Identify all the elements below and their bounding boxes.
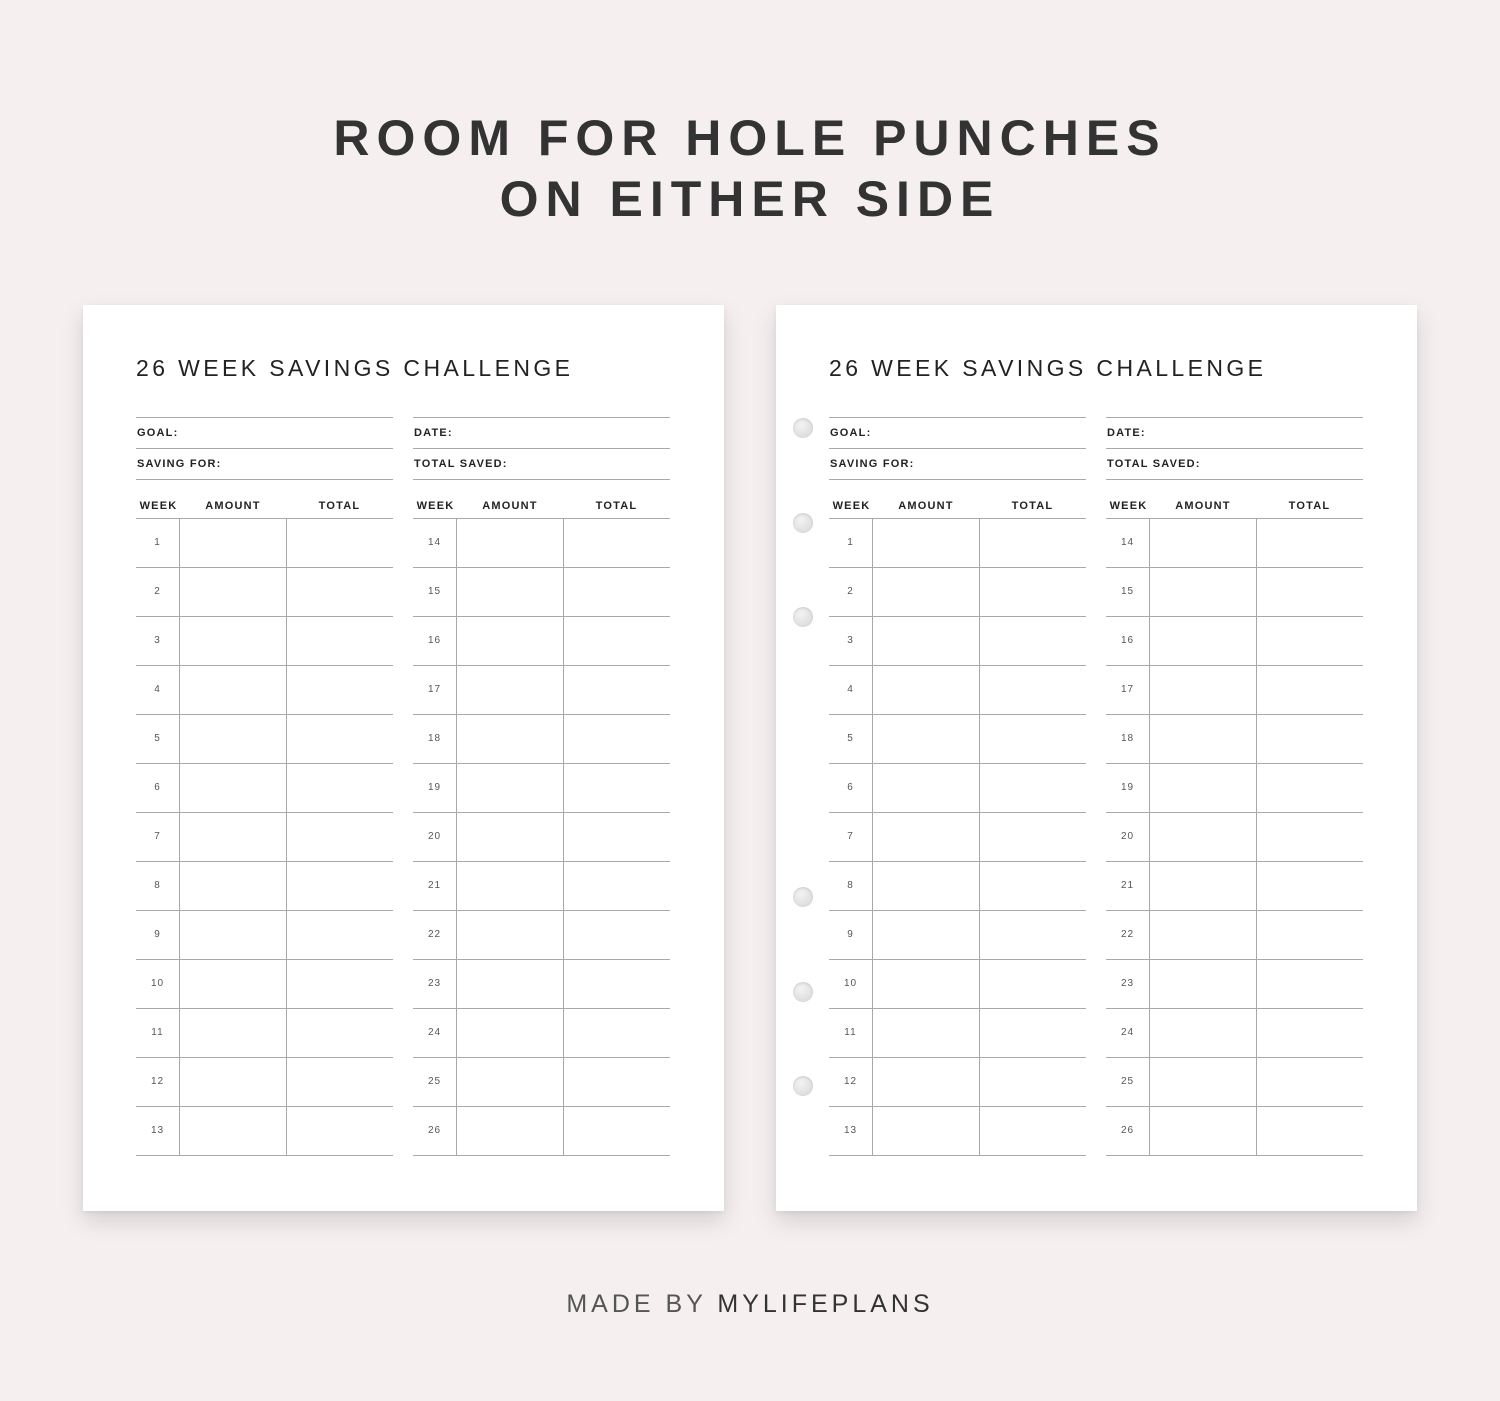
week-row bbox=[1106, 960, 1363, 1009]
total-cell[interactable] bbox=[564, 715, 670, 763]
amount-cell[interactable] bbox=[457, 911, 564, 959]
amount-cell[interactable] bbox=[873, 911, 980, 959]
week-number: 11 bbox=[829, 1009, 873, 1057]
week-number: 22 bbox=[1106, 911, 1150, 959]
savings-log-right bbox=[1106, 495, 1363, 1156]
amount-cell[interactable] bbox=[1150, 1107, 1257, 1155]
total-cell[interactable] bbox=[287, 568, 393, 616]
week-row bbox=[1106, 519, 1363, 568]
total-cell[interactable] bbox=[1257, 862, 1363, 910]
total-cell[interactable] bbox=[287, 862, 393, 910]
headline-line-2: ON EITHER SIDE bbox=[499, 171, 1001, 227]
week-row bbox=[829, 1009, 1086, 1058]
amount-cell[interactable] bbox=[180, 911, 287, 959]
amount-cell[interactable] bbox=[1150, 666, 1257, 714]
info-block-left bbox=[136, 417, 393, 479]
page-title: 26 WEEK SAVINGS CHALLENGE bbox=[136, 355, 574, 381]
total-saved-line: TOTAL SAVED: bbox=[1106, 449, 1363, 480]
week-number: 15 bbox=[413, 568, 457, 616]
week-number: 4 bbox=[829, 666, 873, 714]
savings-log-left bbox=[136, 495, 393, 1156]
week-number: 15 bbox=[1106, 568, 1150, 616]
footer-credit bbox=[0, 1290, 1500, 1319]
amount-cell[interactable] bbox=[457, 568, 564, 616]
week-number: 14 bbox=[413, 519, 457, 567]
planner-page-right bbox=[776, 305, 1417, 1211]
info-block-left bbox=[829, 417, 1086, 479]
col-total-header: TOTAL bbox=[318, 500, 361, 512]
amount-cell[interactable] bbox=[1150, 813, 1257, 861]
amount-cell[interactable] bbox=[457, 617, 564, 665]
total-cell[interactable] bbox=[1257, 764, 1363, 812]
total-cell[interactable] bbox=[980, 911, 1086, 959]
week-number: 21 bbox=[413, 862, 457, 910]
week-number: 3 bbox=[829, 617, 873, 665]
week-row bbox=[1106, 568, 1363, 617]
week-row bbox=[1106, 1107, 1363, 1156]
total-cell[interactable] bbox=[980, 617, 1086, 665]
week-number: 9 bbox=[829, 911, 873, 959]
amount-cell[interactable] bbox=[180, 1009, 287, 1057]
week-row bbox=[1106, 862, 1363, 911]
amount-cell[interactable] bbox=[457, 1009, 564, 1057]
info-block-right bbox=[1106, 417, 1363, 479]
total-cell[interactable] bbox=[980, 862, 1086, 910]
week-number: 22 bbox=[413, 911, 457, 959]
week-row bbox=[136, 568, 393, 617]
total-cell[interactable] bbox=[564, 1009, 670, 1057]
week-row bbox=[136, 960, 393, 1009]
amount-cell[interactable] bbox=[180, 813, 287, 861]
amount-cell[interactable] bbox=[180, 862, 287, 910]
week-number: 11 bbox=[136, 1009, 180, 1057]
total-cell[interactable] bbox=[287, 911, 393, 959]
total-cell[interactable] bbox=[287, 813, 393, 861]
total-cell[interactable] bbox=[287, 960, 393, 1008]
col-week-header: WEEK bbox=[1109, 500, 1148, 512]
col-amount-header: AMOUNT bbox=[205, 500, 261, 512]
total-cell[interactable] bbox=[287, 519, 393, 567]
week-row bbox=[829, 617, 1086, 666]
week-number: 7 bbox=[136, 813, 180, 861]
total-cell[interactable] bbox=[1257, 1107, 1363, 1155]
total-cell[interactable] bbox=[287, 1058, 393, 1106]
planner-page-left bbox=[83, 305, 724, 1211]
total-cell[interactable] bbox=[1257, 568, 1363, 616]
total-cell[interactable] bbox=[1257, 715, 1363, 763]
week-number: 13 bbox=[136, 1107, 180, 1155]
week-row bbox=[829, 1058, 1086, 1107]
total-cell[interactable] bbox=[980, 1009, 1086, 1057]
week-number: 21 bbox=[1106, 862, 1150, 910]
amount-cell[interactable] bbox=[457, 960, 564, 1008]
col-amount-header: AMOUNT bbox=[898, 500, 954, 512]
week-row bbox=[1106, 764, 1363, 813]
headline bbox=[0, 108, 1500, 230]
week-row bbox=[413, 568, 670, 617]
total-cell[interactable] bbox=[564, 813, 670, 861]
col-total-header: TOTAL bbox=[1011, 500, 1054, 512]
amount-cell[interactable] bbox=[457, 862, 564, 910]
week-number: 17 bbox=[413, 666, 457, 714]
total-cell[interactable] bbox=[287, 764, 393, 812]
week-number: 12 bbox=[829, 1058, 873, 1106]
amount-cell[interactable] bbox=[873, 519, 980, 567]
amount-cell[interactable] bbox=[457, 519, 564, 567]
week-row bbox=[136, 666, 393, 715]
week-number: 16 bbox=[1106, 617, 1150, 665]
amount-cell[interactable] bbox=[180, 764, 287, 812]
week-number: 2 bbox=[136, 568, 180, 616]
total-cell[interactable] bbox=[564, 1058, 670, 1106]
amount-cell[interactable] bbox=[1150, 715, 1257, 763]
week-row bbox=[829, 666, 1086, 715]
amount-cell[interactable] bbox=[873, 764, 980, 812]
footer-brand: MYLIFEPLANS bbox=[717, 1290, 934, 1318]
week-row bbox=[829, 911, 1086, 960]
amount-cell[interactable] bbox=[1150, 617, 1257, 665]
week-row bbox=[136, 519, 393, 568]
amount-cell[interactable] bbox=[180, 617, 287, 665]
amount-cell[interactable] bbox=[457, 1107, 564, 1155]
week-number: 13 bbox=[829, 1107, 873, 1155]
week-number: 23 bbox=[1106, 960, 1150, 1008]
week-number: 18 bbox=[413, 715, 457, 763]
total-cell[interactable] bbox=[980, 1107, 1086, 1155]
week-number: 6 bbox=[829, 764, 873, 812]
week-row bbox=[136, 862, 393, 911]
amount-cell[interactable] bbox=[180, 568, 287, 616]
total-cell[interactable] bbox=[1257, 1009, 1363, 1057]
hole-punch bbox=[793, 1076, 813, 1096]
col-week-header: WEEK bbox=[139, 500, 178, 512]
total-cell[interactable] bbox=[1257, 813, 1363, 861]
col-week-header: WEEK bbox=[416, 500, 455, 512]
col-amount-header: AMOUNT bbox=[1175, 500, 1231, 512]
week-row bbox=[829, 1107, 1086, 1156]
log-header bbox=[829, 495, 1086, 519]
total-cell[interactable] bbox=[980, 666, 1086, 714]
week-number: 20 bbox=[413, 813, 457, 861]
amount-cell[interactable] bbox=[180, 1107, 287, 1155]
week-number: 14 bbox=[1106, 519, 1150, 567]
week-row bbox=[413, 862, 670, 911]
amount-cell[interactable] bbox=[180, 715, 287, 763]
week-row bbox=[1106, 715, 1363, 764]
amount-cell[interactable] bbox=[873, 960, 980, 1008]
total-cell[interactable] bbox=[287, 715, 393, 763]
log-header bbox=[1106, 495, 1363, 519]
amount-cell[interactable] bbox=[457, 813, 564, 861]
week-number: 26 bbox=[413, 1107, 457, 1155]
week-number: 26 bbox=[1106, 1107, 1150, 1155]
amount-cell[interactable] bbox=[457, 715, 564, 763]
amount-cell[interactable] bbox=[180, 1058, 287, 1106]
total-cell[interactable] bbox=[564, 568, 670, 616]
page-title: 26 WEEK SAVINGS CHALLENGE bbox=[829, 355, 1267, 381]
week-number: 10 bbox=[829, 960, 873, 1008]
amount-cell[interactable] bbox=[1150, 862, 1257, 910]
week-number: 2 bbox=[829, 568, 873, 616]
week-row bbox=[1106, 1058, 1363, 1107]
total-cell[interactable] bbox=[1257, 960, 1363, 1008]
total-cell[interactable] bbox=[980, 960, 1086, 1008]
week-row bbox=[136, 1058, 393, 1107]
amount-cell[interactable] bbox=[180, 960, 287, 1008]
date-line: DATE: bbox=[413, 418, 670, 449]
total-cell[interactable] bbox=[980, 1058, 1086, 1106]
week-row bbox=[1106, 813, 1363, 862]
amount-cell[interactable] bbox=[873, 1009, 980, 1057]
amount-cell[interactable] bbox=[873, 617, 980, 665]
amount-cell[interactable] bbox=[873, 1058, 980, 1106]
amount-cell[interactable] bbox=[180, 666, 287, 714]
week-row bbox=[136, 764, 393, 813]
week-number: 8 bbox=[136, 862, 180, 910]
week-row bbox=[829, 813, 1086, 862]
week-number: 7 bbox=[829, 813, 873, 861]
total-cell[interactable] bbox=[1257, 519, 1363, 567]
amount-cell[interactable] bbox=[873, 715, 980, 763]
amount-cell[interactable] bbox=[873, 666, 980, 714]
total-cell[interactable] bbox=[564, 911, 670, 959]
week-number: 25 bbox=[413, 1058, 457, 1106]
total-cell[interactable] bbox=[980, 764, 1086, 812]
total-cell[interactable] bbox=[980, 568, 1086, 616]
amount-cell[interactable] bbox=[457, 764, 564, 812]
week-number: 5 bbox=[829, 715, 873, 763]
week-row bbox=[413, 617, 670, 666]
total-cell[interactable] bbox=[287, 617, 393, 665]
week-row bbox=[413, 960, 670, 1009]
week-number: 1 bbox=[136, 519, 180, 567]
week-row bbox=[1106, 1009, 1363, 1058]
total-cell[interactable] bbox=[980, 715, 1086, 763]
week-number: 6 bbox=[136, 764, 180, 812]
total-cell[interactable] bbox=[287, 1009, 393, 1057]
week-row bbox=[413, 813, 670, 862]
week-row bbox=[413, 1009, 670, 1058]
total-cell[interactable] bbox=[1257, 1058, 1363, 1106]
hole-punch bbox=[793, 418, 813, 438]
total-cell[interactable] bbox=[980, 813, 1086, 861]
week-row bbox=[413, 764, 670, 813]
week-row bbox=[1106, 911, 1363, 960]
week-number: 19 bbox=[413, 764, 457, 812]
week-row bbox=[413, 911, 670, 960]
week-row bbox=[1106, 617, 1363, 666]
total-cell[interactable] bbox=[564, 519, 670, 567]
week-number: 25 bbox=[1106, 1058, 1150, 1106]
total-cell[interactable] bbox=[564, 1107, 670, 1155]
week-number: 17 bbox=[1106, 666, 1150, 714]
total-cell[interactable] bbox=[287, 666, 393, 714]
week-row bbox=[413, 715, 670, 764]
week-number: 1 bbox=[829, 519, 873, 567]
amount-cell[interactable] bbox=[1150, 1058, 1257, 1106]
saving-for-line: SAVING FOR: bbox=[136, 449, 393, 480]
amount-cell[interactable] bbox=[457, 666, 564, 714]
week-number: 12 bbox=[136, 1058, 180, 1106]
amount-cell[interactable] bbox=[457, 1058, 564, 1106]
col-total-header: TOTAL bbox=[1288, 500, 1331, 512]
amount-cell[interactable] bbox=[1150, 568, 1257, 616]
amount-cell[interactable] bbox=[1150, 519, 1257, 567]
total-cell[interactable] bbox=[1257, 911, 1363, 959]
saving-for-line: SAVING FOR: bbox=[829, 449, 1086, 480]
week-row bbox=[136, 1009, 393, 1058]
week-row bbox=[136, 715, 393, 764]
goal-line: GOAL: bbox=[136, 418, 393, 449]
total-cell[interactable] bbox=[564, 960, 670, 1008]
savings-log-right bbox=[413, 495, 670, 1156]
total-saved-line: TOTAL SAVED: bbox=[413, 449, 670, 480]
week-number: 20 bbox=[1106, 813, 1150, 861]
amount-cell[interactable] bbox=[873, 1107, 980, 1155]
amount-cell[interactable] bbox=[1150, 960, 1257, 1008]
col-amount-header: AMOUNT bbox=[482, 500, 538, 512]
week-row bbox=[136, 813, 393, 862]
date-line: DATE: bbox=[1106, 418, 1363, 449]
week-row bbox=[136, 617, 393, 666]
week-row bbox=[829, 960, 1086, 1009]
week-number: 19 bbox=[1106, 764, 1150, 812]
amount-cell[interactable] bbox=[873, 862, 980, 910]
total-cell[interactable] bbox=[564, 666, 670, 714]
footer-made-by: MADE BY bbox=[566, 1290, 707, 1318]
amount-cell[interactable] bbox=[1150, 911, 1257, 959]
col-total-header: TOTAL bbox=[595, 500, 638, 512]
goal-line: GOAL: bbox=[829, 418, 1086, 449]
amount-cell[interactable] bbox=[1150, 1009, 1257, 1057]
headline-line-1: ROOM FOR HOLE PUNCHES bbox=[333, 110, 1167, 166]
week-row bbox=[413, 666, 670, 715]
amount-cell[interactable] bbox=[873, 568, 980, 616]
total-cell[interactable] bbox=[564, 617, 670, 665]
total-cell[interactable] bbox=[287, 1107, 393, 1155]
week-number: 5 bbox=[136, 715, 180, 763]
week-row bbox=[829, 862, 1086, 911]
amount-cell[interactable] bbox=[1150, 764, 1257, 812]
total-cell[interactable] bbox=[980, 519, 1086, 567]
week-number: 18 bbox=[1106, 715, 1150, 763]
hole-punch bbox=[793, 982, 813, 1002]
week-row bbox=[136, 1107, 393, 1156]
week-number: 8 bbox=[829, 862, 873, 910]
total-cell[interactable] bbox=[564, 862, 670, 910]
week-number: 16 bbox=[413, 617, 457, 665]
hole-punch bbox=[793, 607, 813, 627]
week-number: 4 bbox=[136, 666, 180, 714]
week-row bbox=[829, 519, 1086, 568]
total-cell[interactable] bbox=[1257, 617, 1363, 665]
amount-cell[interactable] bbox=[180, 519, 287, 567]
total-cell[interactable] bbox=[1257, 666, 1363, 714]
col-week-header: WEEK bbox=[832, 500, 871, 512]
info-block-right bbox=[413, 417, 670, 479]
week-number: 3 bbox=[136, 617, 180, 665]
week-row bbox=[413, 519, 670, 568]
total-cell[interactable] bbox=[564, 764, 670, 812]
week-row bbox=[1106, 666, 1363, 715]
week-number: 23 bbox=[413, 960, 457, 1008]
week-number: 24 bbox=[1106, 1009, 1150, 1057]
hole-punch bbox=[793, 513, 813, 533]
amount-cell[interactable] bbox=[873, 813, 980, 861]
week-row bbox=[829, 568, 1086, 617]
week-row bbox=[829, 715, 1086, 764]
week-number: 9 bbox=[136, 911, 180, 959]
week-row bbox=[136, 911, 393, 960]
week-row bbox=[829, 764, 1086, 813]
log-header bbox=[136, 495, 393, 519]
log-header bbox=[413, 495, 670, 519]
hole-punch bbox=[793, 887, 813, 907]
savings-log-left bbox=[829, 495, 1086, 1156]
week-row bbox=[413, 1107, 670, 1156]
week-row bbox=[413, 1058, 670, 1107]
week-number: 10 bbox=[136, 960, 180, 1008]
week-number: 24 bbox=[413, 1009, 457, 1057]
